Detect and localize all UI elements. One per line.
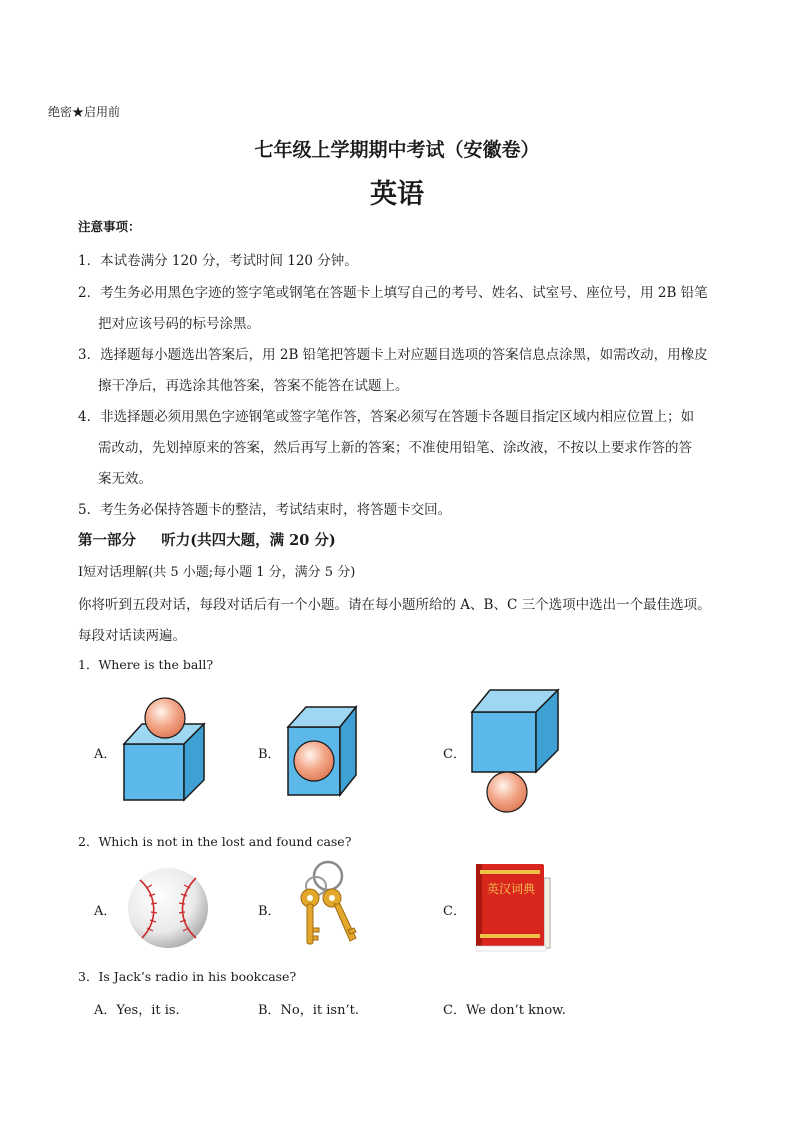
- ball: [145, 698, 185, 738]
- notice-item-1: 1．本试卷满分 120 分，考试时间 120 分钟。: [78, 253, 358, 269]
- q1-option-c-image: [468, 686, 562, 814]
- instructions-line-1: 你将听到五段对话，每段对话后有一个小题。请在每小题所给的 A、B、C 三个选项中选出一个最佳选项。: [78, 597, 711, 613]
- notice-item-2-cont: 把对应该号码的标号涂黑。: [98, 316, 260, 332]
- q1-option-c-label: C．: [443, 747, 466, 762]
- q1-option-a-label: A．: [94, 747, 117, 762]
- question-3-text: 3．Is Jack’s radio in his bookcase?: [78, 969, 297, 984]
- baseball-icon: [126, 866, 210, 950]
- ball: [294, 741, 334, 781]
- confidential-label: 绝密★启用前: [48, 105, 121, 119]
- q1-option-a-image: [118, 696, 210, 804]
- part-heading: 第一部分 听力(共四大题，满 20 分): [78, 532, 336, 549]
- notice-item-5: 5．考生务必保持答题卡的整洁，考试结束时，将答题卡交回。: [78, 502, 452, 518]
- q1-option-b-image: [284, 703, 360, 799]
- notice-heading: 注意事项：: [78, 219, 141, 234]
- cube-front: [124, 744, 184, 800]
- notice-item-3: 3．选择题每小题选出答案后，用 2B 铅笔把答题卡上对应题目选项的答案信息点涂黑，如需改动，用橡皮: [78, 347, 708, 363]
- keys-icon: [288, 858, 360, 952]
- instructions-line-2: 每段对话读两遍。: [78, 628, 186, 644]
- notice-item-3-cont: 擦干净后，再选涂其他答案，答案不能答在试题上。: [98, 378, 409, 394]
- q1-option-b-label: B．: [258, 747, 281, 762]
- q2-option-b-label: B．: [258, 904, 281, 919]
- notice-item-2: 2．考生务必用黑色字迹的签字笔或钢笔在答题卡上填写自己的考号、姓名、试室号、座位号，用 2B 铅笔: [78, 285, 708, 301]
- subject-title: 英语: [370, 179, 424, 210]
- question-2-text: 2．Which is not in the lost and found case?: [78, 834, 352, 849]
- q3-option-b: B．No，it isn’t.: [258, 1003, 359, 1018]
- dictionary-book-icon: [472, 860, 552, 952]
- exam-title: 七年级上学期期中考试（安徽卷）: [254, 139, 540, 161]
- q3-option-c: C．We don’t know.: [443, 1003, 566, 1018]
- ball: [487, 772, 527, 812]
- question-1-text: 1．Where is the ball?: [78, 657, 214, 672]
- notice-item-4-cont: 需改动，先划掉原来的答案，然后再写上新的答案；不准使用铅笔、涂改液，不按以上要求作答的答: [98, 440, 692, 456]
- cube-front: [472, 712, 536, 772]
- q2-option-c-label: C．: [443, 904, 466, 919]
- q2-option-a-label: A．: [94, 904, 117, 919]
- book-title-label: 英汉词典: [486, 882, 535, 896]
- q3-option-a: A．Yes，it is.: [94, 1003, 180, 1018]
- notice-item-4: 4．非选择题必须用黑色字迹钢笔或签字笔作答，答案必须写在答题卡各题目指定区域内相应位置上；如: [78, 409, 695, 425]
- section-heading: Ⅰ短对话理解(共 5 小题;每小题 1 分，满分 5 分): [78, 565, 356, 580]
- notice-item-4-cont2: 案无效。: [98, 471, 152, 487]
